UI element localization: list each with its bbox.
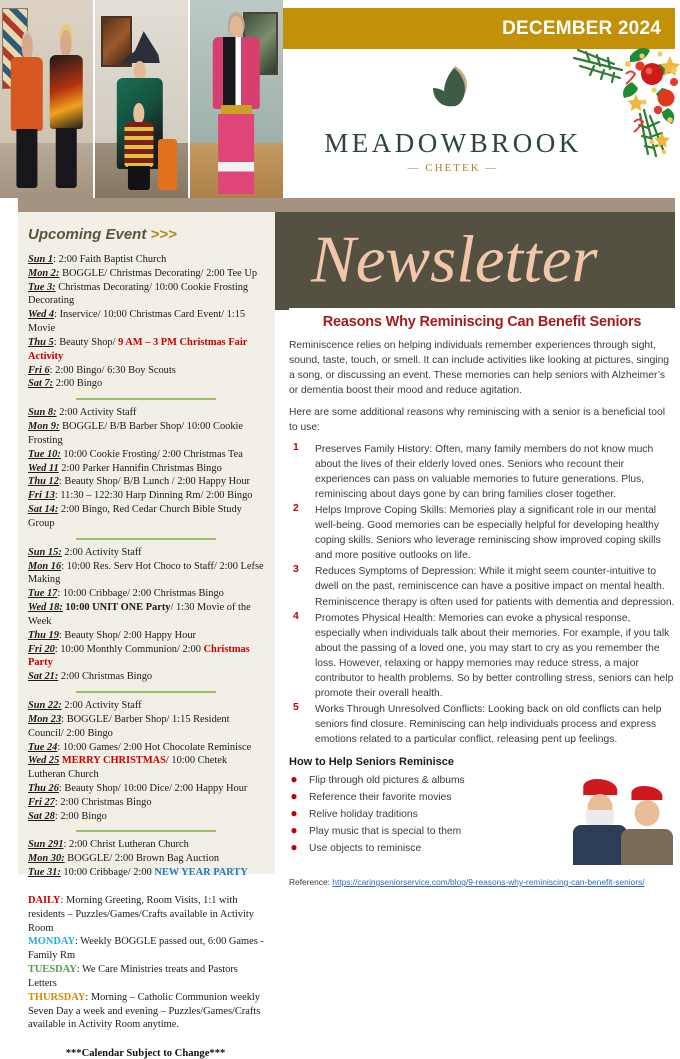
bullet-icon: ● [290, 822, 298, 837]
event-day: Sat 21: [28, 671, 59, 683]
event-day: Mon 2: [28, 267, 60, 279]
list-text: Reduces Symptoms of Depression: While it might seem counter-intuitive to dwell on the past, reminiscence can have a positive impact on mental health. Reminiscence therapy is often used for patients with dementia and depression. [315, 566, 675, 608]
event-highlight: MERRY CHRISTMAS [61, 755, 166, 767]
list-number: 2 [293, 503, 299, 515]
taupe-divider-left [18, 198, 283, 212]
event-day: Sat 14: [28, 504, 59, 516]
calendar-event: Sun 15: 2:00 Activity Staff [28, 546, 142, 558]
photo-pink-ranger [190, 0, 283, 198]
person-figure [212, 16, 260, 194]
calendar-event: Thu 12: Beauty Shop/ B/B Lunch / 2:00 Happy Hour [28, 476, 250, 488]
calendar-event: Mon 16: 10:00 Res. Serv Hot Choco to Staff/ 2:00 Lefse Making [28, 560, 264, 586]
calendar-event: Mon 30: BOGGLE/ 2:00 Brown Bag Auction [28, 853, 220, 865]
article-section [289, 314, 675, 889]
calendar-event: Thu 5: Beauty Shop/ 9 AM – 3 PM Christmas Fair Activity [28, 336, 248, 362]
event-day: Sun 291 [28, 839, 64, 851]
weekly-day-key: TUESDAY [28, 964, 77, 976]
list-item [289, 503, 675, 563]
calendar-event: Thu 19: Beauty Shop/ 2:00 Happy Hour [28, 629, 196, 641]
week-divider [76, 830, 216, 832]
list-number: 5 [293, 701, 299, 713]
list-text: Play music that is special to them [309, 825, 462, 837]
event-day: Thu 12 [28, 476, 59, 488]
calendar-event: Fri 6: 2:00 Bingo/ 6:30 Boy Scouts [28, 364, 176, 376]
person-figure [573, 779, 627, 865]
list-item [289, 564, 675, 609]
bullet-icon: ● [290, 771, 298, 786]
header-right [283, 0, 680, 198]
event-day: Tue 24 [28, 741, 58, 753]
event-day: Sun 15: [28, 546, 62, 558]
list-text: Relive holiday traditions [309, 808, 418, 820]
brand-name: MEADOWBROOK [324, 128, 582, 158]
calendar-event: Fri 27: 2:00 Christmas Bingo [28, 796, 152, 808]
event-day: Tue 10: [28, 448, 61, 460]
event-day: Fri 13 [28, 490, 55, 502]
event-day: Sat 7: [28, 378, 54, 390]
bullet-icon: ● [290, 839, 298, 854]
newsletter-title: Newsletter [311, 222, 598, 297]
reference-link[interactable]: https://caringseniorservice.com/blog/9-reasons-why-reminiscing-can-benefit-seniors/ [332, 877, 645, 887]
weekly-recurring-item: Seven Day a week and evening – Puzzles/Games/Crafts available in Activity Room anytime. [28, 1005, 261, 1031]
event-day: Sun 22: [28, 700, 62, 712]
event-day: Sun 8: [28, 407, 57, 419]
calendar-event: Sat 28: 2:00 Bingo [28, 810, 107, 822]
calendar-event: Mon 2: BOGGLE/ Christmas Decorating/ 2:00 Tee Up [28, 267, 258, 279]
leaf-mark-icon [421, 60, 485, 124]
calendar-event: Sat 14: 2:00 Bingo, Red Cedar Church Bible Study Group [28, 504, 242, 529]
calendar-disclaimer: ***Calendar Subject to Change*** [65, 1048, 226, 1059]
calendar-event: Thu 26: Beauty Shop/ 10:00 Dice/ 2:00 Happy Hour [28, 782, 248, 794]
event-day: Sat 28 [28, 810, 55, 822]
arrows-glyph: >>> [150, 226, 177, 243]
event-day: Mon 16 [28, 560, 62, 572]
event-day: Mon 9: [28, 421, 60, 433]
weekly-day-key: MONDAY [28, 936, 75, 948]
reference-label: Reference: [289, 877, 330, 887]
person-figure [621, 786, 673, 865]
article-intro-paragraph-1: Reminiscence relies on helping individuals remember experiences through sight, sound, taste, touch, or smell. It can include activities like looking at pictures, singing a song, or discussing an event. These memories can help seniors with Alzheimer’s or dementia boost their mood and reduce agitation. [289, 340, 670, 397]
calendar-event: Wed 4: Inservice/ 10:00 Christmas Card Event/ 1:15 Movie [28, 309, 246, 335]
calendar-event: Fri 13: 11:30 – 122:30 Harp Dinning Rm/ 2:00 Bingo [28, 490, 253, 502]
photo-witch-and-child [95, 0, 188, 198]
list-number: 3 [293, 564, 299, 576]
event-day: Fri 6 [28, 364, 50, 376]
calendar-event: Mon 23: BOGGLE/ Barber Shop/ 1:15 Resident Council/ 2:00 Bingo [28, 713, 230, 739]
newsletter-banner [289, 212, 675, 308]
calendar-event: Sat 21: 2:00 Christmas Bingo [28, 671, 153, 683]
event-day: Wed 25 [28, 755, 60, 767]
calendar-event: Tue 10: 10:00 Cookie Frosting/ 2:00 Christmas Tea [28, 448, 243, 460]
event-day: Mon 23 [28, 713, 62, 725]
event-day: Fri 20 [28, 643, 55, 655]
calendar-event: Tue 24: 10:00 Games/ 2:00 Hot Chocolate Reminisce [28, 741, 252, 753]
reference-line [289, 877, 645, 887]
bullet-icon: ● [290, 805, 298, 820]
weekly-recurring-item: DAILY: Morning Greeting, Room Visits, 1:1 with residents – Puzzles/Games/Crafts available in Activity Room [28, 894, 254, 934]
weekly-day-key: DAILY [28, 894, 61, 906]
calendar-weeks [26, 253, 265, 880]
person-figure [9, 34, 44, 188]
bullet-icon: ● [290, 788, 298, 803]
calendar-event: Tue 31: 10:00 Cribbage/ 2:00 NEW YEAR PARTY [28, 867, 248, 879]
weekly-day-key: THURSDAY [28, 991, 86, 1003]
person-figure [48, 30, 83, 188]
list-number: 4 [293, 610, 299, 622]
calendar-event: Tue 17: 10:00 Cribbage/ 2:00 Christmas Bingo [28, 588, 224, 600]
week-divider [76, 398, 216, 400]
upcoming-event-label: Upcoming Event [28, 226, 147, 243]
calendar-event: Sun 291: 2:00 Christ Lutheran Church [28, 839, 189, 851]
brand-sublabel: — CHETEK — [407, 162, 499, 174]
calendar-event: Wed 25 MERRY CHRISTMAS/ 10:00 Chetek Lutheran Church [28, 755, 228, 781]
witch-hat-icon [119, 31, 160, 63]
list-item [289, 702, 675, 747]
holly-wreath-icon [570, 36, 680, 161]
weekly-recurring-item: THURSDAY: Morning – Catholic Communion weekly [28, 991, 260, 1003]
list-text: Helps Improve Coping Skills: Memories play a significant role in our mental well-being. Good memories can be especially helpful for developing healthy coping skills. Seniors who leverage reminiscing show improved coping skills and more positive outlooks on life. [315, 505, 661, 562]
event-highlight: NEW YEAR PARTY [154, 867, 248, 879]
olive-sidebar-accent [275, 212, 289, 310]
calendar-event: Sun 1: 2:00 Faith Baptist Church [28, 254, 167, 265]
event-highlight: 10:00 UNIT ONE Party [65, 602, 171, 614]
upcoming-events-panel [18, 212, 275, 1059]
calendar-event: Wed 11 2:00 Parker Hannifin Christmas Bingo [28, 462, 222, 474]
calendar-event: Tue 3: Christmas Decorating/ 10:00 Cookie Frosting Decorating [28, 281, 249, 307]
calendar-event: Sat 7: 2:00 Bingo [28, 378, 103, 390]
event-day: Wed 18: [28, 602, 63, 614]
event-day: Tue 3: [28, 281, 56, 293]
calendar-event: Fri 20: 10:00 Monthly Communion/ 2:00 Christmas Party [28, 643, 250, 669]
article-numbered-list [289, 442, 675, 747]
child-figure [123, 103, 155, 190]
treat-bag [158, 139, 177, 190]
calendar-event: Sun 22: 2:00 Activity Staff [28, 700, 142, 712]
event-day: Tue 17 [28, 588, 58, 600]
calendar-event: Wed 18: 10:00 UNIT ONE Party/ 1:30 Movie of the Week [28, 602, 251, 627]
list-text: Reference their favorite movies [309, 791, 452, 803]
event-highlight: Christmas Party [28, 643, 250, 669]
taupe-divider-right [283, 198, 675, 212]
how-to-heading: How to Help Seniors Reminisce [289, 755, 455, 768]
weekly-recurring-item: MONDAY: Weekly BOGGLE passed out, 6:00 Games - Family Rm [28, 936, 264, 962]
list-number: 1 [293, 442, 299, 454]
calendar-event: Sun 8: 2:00 Activity Staff [28, 407, 137, 419]
event-day: Thu 19 [28, 629, 59, 641]
weekly-recurring-item: TUESDAY: We Care Ministries treats and Pastors Letters [28, 964, 238, 989]
list-item [289, 442, 675, 502]
weekly-recurring-list [28, 894, 265, 1032]
calendar-event: Mon 9: BOGGLE/ B/B Barber Shop/ 10:00 Cookie Frosting [28, 421, 244, 446]
event-day: Wed 11 [28, 462, 59, 474]
event-day: Sun 1 [28, 254, 54, 265]
event-day: Tue 31: [28, 867, 61, 879]
article-heading: Reasons Why Reminiscing Can Benefit Seniors [322, 314, 642, 330]
article-intro-paragraph-2: Here are some additional reasons why reminiscing with a senior is a beneficial tool to use: [289, 407, 666, 434]
month-label: DECEMBER 2024 [502, 17, 661, 39]
list-text: Works Through Unresolved Conflicts: Looking back on old conflicts can help seniors find closure. Reminiscing can help individuals process and express emotions related to a particular conflict, releasing pent up feelings. [315, 703, 662, 745]
week-divider [76, 691, 216, 693]
event-highlight: 9 AM – 3 PM Christmas Fair Activity [28, 336, 248, 362]
list-text: Flip through old pictures & albums [309, 774, 465, 786]
photo-strip [0, 0, 283, 198]
list-text: Use objects to reminisce [309, 842, 422, 854]
event-day: Mon 30: [28, 853, 65, 865]
list-text: Promotes Physical Health: Memories can evoke a physical response, especially when individuals talk about their memories. For example, if you talk about the passing of a loved one, you may start to cry as you remember the loss. However, relaxing or happy memories may reduce stress, a major contributor to health problems. So by better controlling stress, seniors can help promote their overall health. [315, 612, 674, 699]
upcoming-event-title [28, 226, 265, 243]
event-day: Thu 26 [28, 782, 59, 794]
photo-residents-costumes [0, 0, 93, 198]
event-day: Wed 4 [28, 309, 55, 321]
event-day: Thu 5 [28, 336, 54, 348]
event-day: Fri 27 [28, 796, 55, 808]
week-divider [76, 538, 216, 540]
list-text: Preserves Family History: Often, many family members do not know much about the lives of their elderly loved ones. Seniors who recount their experiences can pass on valuable memories to future generations. Plus, reminiscing about days gone by can bring families closer together. [315, 444, 654, 501]
list-item [289, 611, 675, 701]
senior-couple-photo [571, 773, 675, 865]
